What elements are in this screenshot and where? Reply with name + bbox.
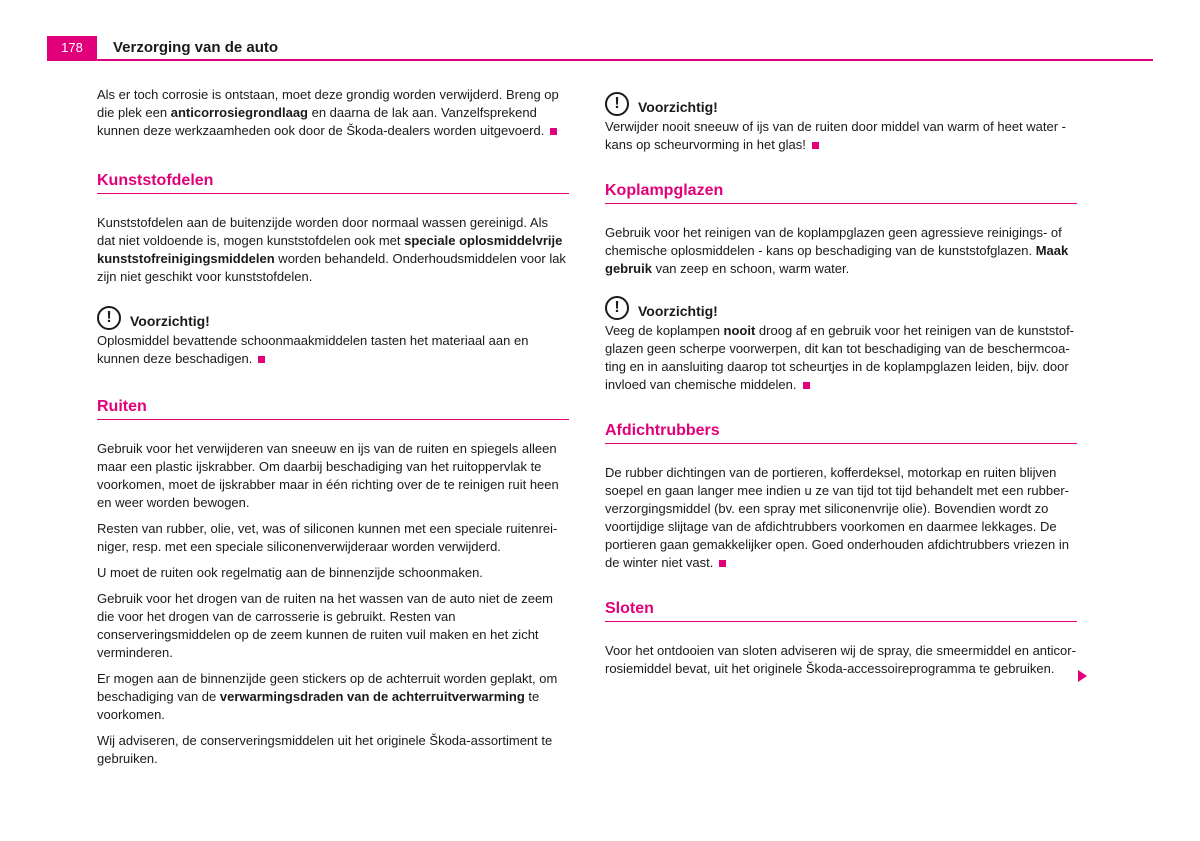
end-square-icon: [550, 128, 557, 135]
warning-text: Veeg de koplampen nooit droog af en gebruik voor het reinigen van de kunststof-glazen geen scherpe voorwerpen, dit kan tot beschadiging van de beschermcoa-ting en in aansluiting daarop tot scheurtjes in de koplampglazen leiden, bijv. door invloed van chemische middelen.: [605, 323, 1075, 392]
warning-header: [605, 296, 1077, 320]
afdicht-paragraph: De rubber dichtingen van de portieren, kofferdeksel, motorkap en ruiten blijven soepel en gaan langer mee indien u ze van tijd tot tijd behandelt met een rubber-verzorgingsmiddel (bv. een spray met siliconenvrije olie). Bovendien wordt zo voortijdige slijtage van de afdichtrubbers voorkomen en daarmee lekkages. De portieren gaan gemakkelijker open. Goed onderhouden afdichtrubbers vriezen in de winter niet vast.: [605, 465, 1069, 570]
warning-title: Voorzichtig!: [638, 303, 718, 319]
section-title-afdichtrubbers: Afdichtrubbers: [605, 422, 1077, 444]
ruiten-paragraph-6: Wij adviseren, de conserveringsmiddelen uit het originele Škoda-assortiment te gebruiken.: [97, 733, 553, 766]
warning-title: Voorzichtig!: [638, 99, 718, 115]
ruiten-paragraph-4: Gebruik voor het drogen van de ruiten na het wassen van de auto niet de zeem die voor het drogen van de carrosserie is gebruikt. Resten van conserveringsmiddelen op de zeem kunnen de ruiten vuil maken en het zicht verminderen.: [97, 591, 554, 660]
warning-text: Verwijder nooit sneeuw of ijs van de ruiten door middel van warm of heet water - kans op scheurvorming in het glas!: [605, 119, 1067, 152]
header-rule: [47, 59, 1153, 61]
exclamation-circle-icon: !: [97, 306, 121, 330]
continue-arrow-icon: [1078, 670, 1087, 682]
left-column: [97, 86, 569, 776]
end-square-icon: [719, 560, 726, 567]
section-title-ruiten: Ruiten: [97, 398, 569, 420]
section-title-kunststofdelen: Kunststofdelen: [97, 172, 569, 194]
warning-text: Oplosmiddel bevattende schoonmaakmiddelen tasten het materiaal aan en kunnen deze beschadigen.: [97, 333, 529, 366]
warning-title: Voorzichtig!: [130, 313, 210, 329]
kunststof-paragraph: Kunststofdelen aan de buitenzijde worden door normaal wassen gereinigd. Als dat niet voldoende is, mogen kunststofdelen ook met speciale oplosmiddelvrije kunststofreinigingsmiddelen worden behandeld. Onderhoudsmiddelen voor lak zijn niet geschikt voor kunststofdelen.: [97, 215, 566, 284]
exclamation-circle-icon: !: [605, 92, 629, 116]
end-square-icon: [803, 382, 810, 389]
ruiten-paragraph-5: Er mogen aan de binnenzijde geen stickers op de achterruit worden geplakt, om beschadiging van de verwarmingsdraden van de achterruitverwarming te voorkomen.: [97, 671, 558, 722]
page-title: Verzorging van de auto: [113, 39, 279, 56]
intro-paragraph: Als er toch corrosie is ontstaan, moet deze grondig worden verwijderd. Breng op die plek een anticorrosiegrondlaag en daarna de lak aan. Vanzelfsprekend kunnen deze werkzaamheden ook door de Škoda-dealers worden uitgevoerd.: [97, 87, 559, 138]
warning-header: [605, 92, 1077, 116]
right-column: [605, 92, 1077, 686]
exclamation-circle-icon: !: [605, 296, 629, 320]
section-title-sloten: Sloten: [605, 600, 1077, 622]
koplamp-paragraph: Gebruik voor het reinigen van de koplampglazen geen agressieve reinigings- of chemische oplosmiddelen - kans op beschadiging van de kunststofglazen. Maak gebruik van zeep en schoon, warm water.: [605, 225, 1069, 276]
end-square-icon: [258, 356, 265, 363]
page-number: 178: [47, 36, 97, 60]
end-square-icon: [812, 142, 819, 149]
sloten-paragraph: Voor het ontdooien van sloten adviseren wij de spray, die smeermiddel en anticor-rosiemiddel bevat, uit het originele Škoda-accessoireprogramma te gebruiken.: [605, 643, 1076, 676]
ruiten-paragraph-3: U moet de ruiten ook regelmatig aan de binnenzijde schoonmaken.: [97, 565, 483, 580]
warning-header: [97, 306, 569, 330]
section-title-koplampglazen: Koplampglazen: [605, 182, 1077, 204]
ruiten-paragraph-1: Gebruik voor het verwijderen van sneeuw en ijs van de ruiten en spiegels alleen maar een plastic ijskrabber. Om daarbij beschadiging van het ruitoppervlak te voorkomen, moet de ijskrabber maar in één richting over de te reinigen ruit heen en weer worden bewogen.: [97, 441, 559, 510]
ruiten-paragraph-2: Resten van rubber, olie, vet, was of siliconen kunnen met een speciale ruitenrei-niger, resp. met een speciale siliconenverwijderaar worden verwijderd.: [97, 521, 558, 554]
